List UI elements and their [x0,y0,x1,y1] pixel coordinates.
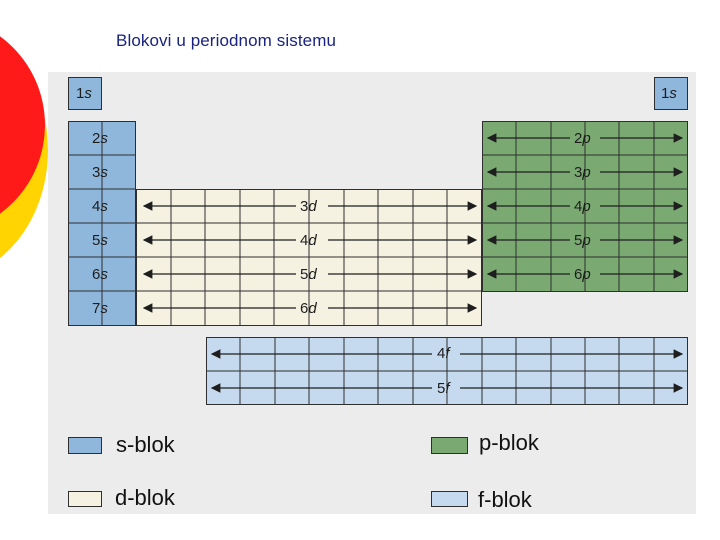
legend-label-d: d-blok [115,485,175,510]
label-3s: 3s [92,164,108,181]
label-3d: 3d [300,198,317,215]
label-5f: 5f [437,380,450,397]
label-4f: 4f [437,345,450,362]
label-6d: 6d [300,300,317,317]
label-7s: 7s [92,300,108,317]
label-1s-right: 1s [661,85,677,102]
page-title: Blokovi u periodnom sistemu [116,31,337,50]
legend-label-s: s-blok [116,432,175,457]
label-4s: 4s [92,198,108,215]
label-4d: 4d [300,232,317,249]
legend-label-f: f-blok [478,487,532,512]
label-3p: 3p [574,164,591,181]
label-5s: 5s [92,232,108,249]
label-5d: 5d [300,266,317,283]
legend-swatch-d [68,491,102,507]
legend-swatch-f [431,491,468,507]
label-4p: 4p [574,198,591,215]
label-2p: 2p [574,130,591,147]
label-6p: 6p [574,266,591,283]
label-5p: 5p [574,232,591,249]
label-1s-left: 1s [76,85,92,102]
label-6s: 6s [92,266,108,283]
legend-label-p: p-blok [479,430,539,455]
label-2s: 2s [92,130,108,147]
legend-swatch-s [68,437,102,454]
legend-swatch-p [431,437,468,454]
